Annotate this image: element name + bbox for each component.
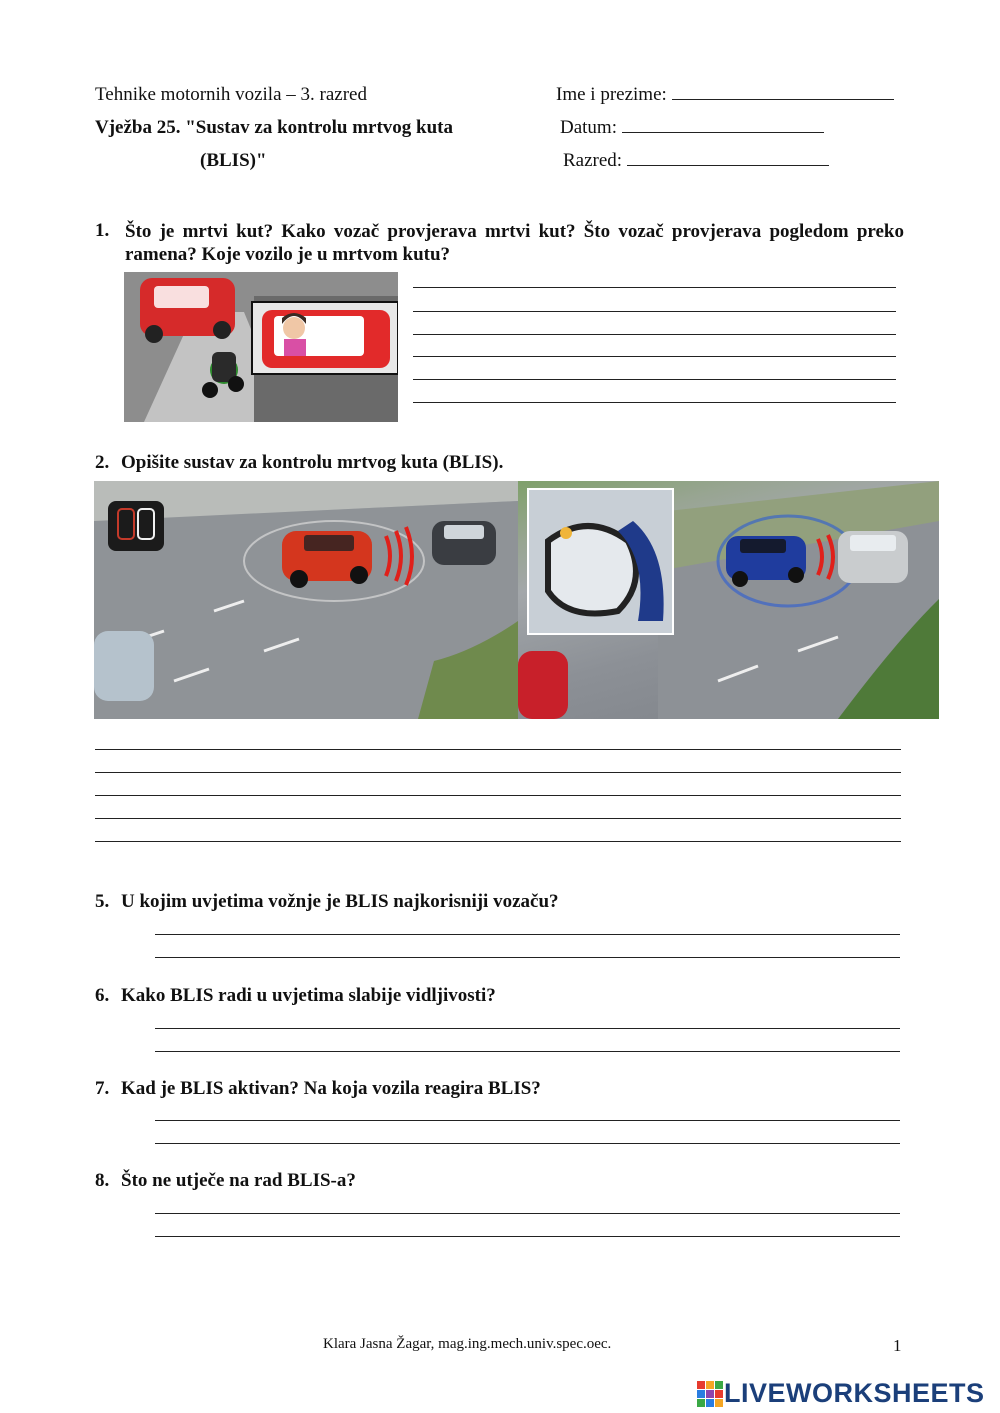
answer-line[interactable] (95, 795, 901, 796)
answer-line[interactable] (413, 379, 896, 380)
answer-line[interactable] (155, 1213, 900, 1214)
highway-scene-right (518, 481, 939, 719)
question-1-text: Što je mrtvi kut? Kako vozač provjerava mrtvi kut? Što vozač provjerava pogledom preko ramena? Koje vozilo je u mrtvom kutu? (125, 221, 904, 265)
question-7-text: Kad je BLIS aktivan? Na koja vozila reagira BLIS? (121, 1078, 541, 1099)
date-blank[interactable] (622, 132, 824, 133)
exercise-title-line1: Vježba 25. "Sustav za kontrolu mrtvog kuta (95, 117, 454, 138)
question-6-number: 6. (95, 985, 110, 1006)
question-8-text: Što ne utječe na rad BLIS-a? (121, 1170, 356, 1191)
footer-author: Klara Jasna Žagar, mag.ing.mech.univ.spec.oec. (323, 1336, 612, 1352)
answer-line[interactable] (413, 311, 896, 312)
answer-line[interactable] (155, 957, 900, 958)
answer-line[interactable] (413, 402, 896, 403)
class-blank[interactable] (627, 165, 829, 166)
subject-title: Tehnike motornih vozila – 3. razred (95, 84, 367, 105)
answer-line[interactable] (95, 749, 901, 750)
answer-line[interactable] (413, 334, 896, 335)
blis-highway-photo-left (94, 481, 518, 719)
answer-line[interactable] (155, 1051, 900, 1052)
answer-line[interactable] (155, 1028, 900, 1029)
question-5-text: U kojim uvjetima vožnje je BLIS najkorisniji vozaču? (121, 891, 559, 912)
name-label: Ime i prezime: (556, 84, 667, 105)
logo-text: LIVEWORKSHEETS (724, 1378, 985, 1408)
name-blank[interactable] (672, 99, 894, 100)
answer-line[interactable] (95, 772, 901, 773)
question-2-text: Opišite sustav za kontrolu mrtvog kuta (BLIS). (121, 452, 504, 473)
answer-line[interactable] (155, 1120, 900, 1121)
question-8-number: 8. (95, 1170, 110, 1191)
date-field (560, 117, 824, 139)
page-number: 1 (893, 1336, 902, 1355)
question-1-number: 1. (95, 220, 110, 241)
date-label: Datum: (560, 117, 617, 138)
answer-line[interactable] (413, 356, 896, 357)
question-6-text: Kako BLIS radi u uvjetima slabije vidljivosti? (121, 985, 496, 1006)
answer-line[interactable] (155, 1236, 900, 1237)
highway-scene-left (94, 481, 518, 719)
class-field (563, 150, 829, 172)
answer-line[interactable] (413, 287, 896, 288)
answer-line[interactable] (155, 1143, 900, 1144)
liveworksheets-logo[interactable] (697, 1378, 993, 1410)
class-label: Razred: (563, 150, 623, 171)
blind-spot-drawing (124, 272, 398, 422)
logo-mark-icon (697, 1381, 723, 1407)
exercise-title-line2: (BLIS)" (200, 150, 267, 171)
answer-line[interactable] (155, 934, 900, 935)
answer-line[interactable] (95, 841, 901, 842)
question-7-number: 7. (95, 1078, 110, 1099)
blind-spot-illustration (124, 272, 398, 422)
answer-line[interactable] (95, 818, 901, 819)
question-2-number: 2. (95, 452, 110, 473)
question-5-number: 5. (95, 891, 110, 912)
blis-highway-photo-right (518, 481, 939, 719)
name-field (556, 84, 894, 106)
